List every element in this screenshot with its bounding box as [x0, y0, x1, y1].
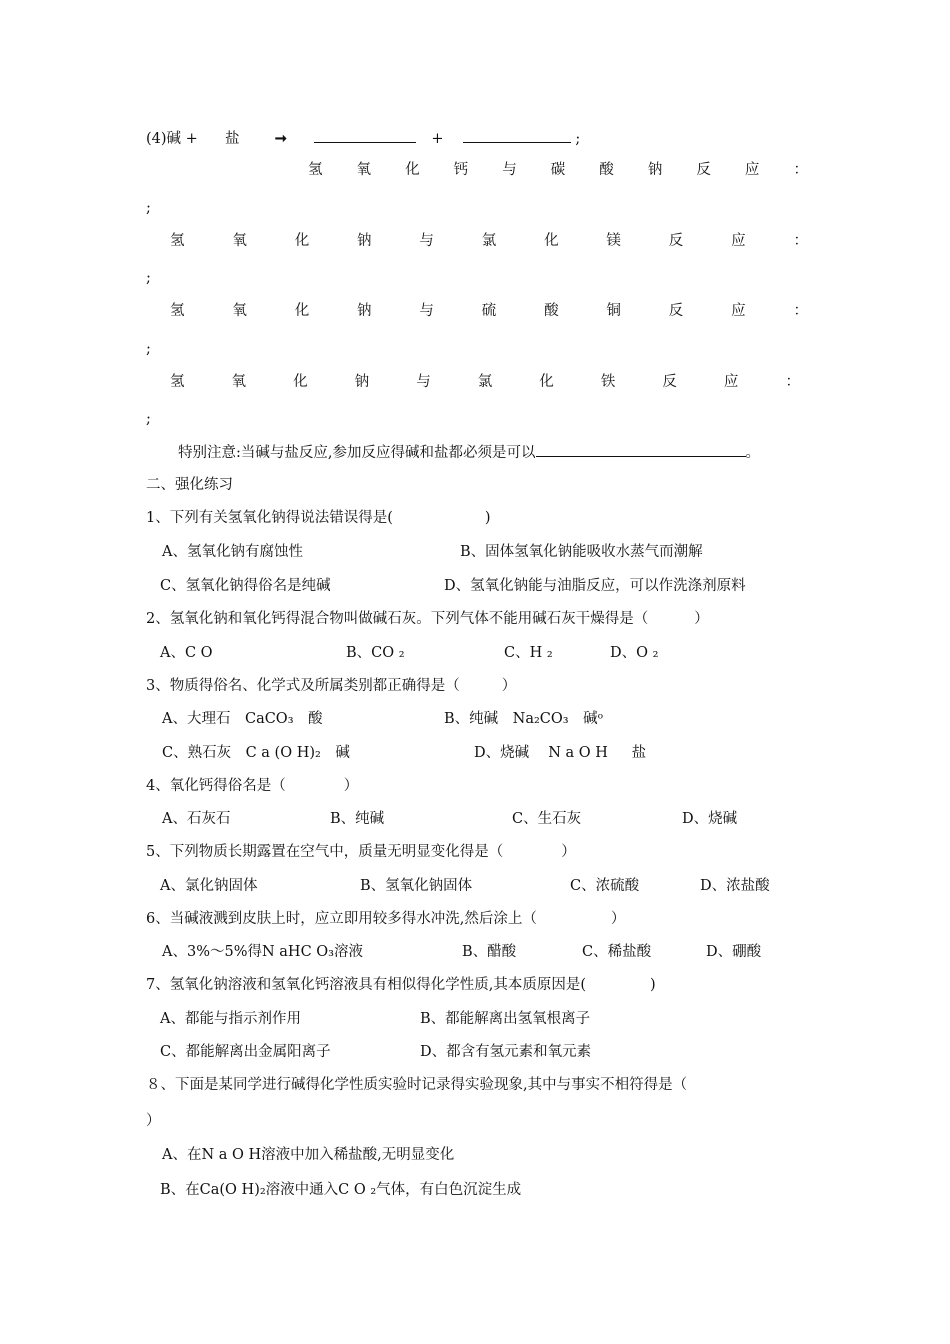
char: 钙 [453, 162, 469, 178]
question-2-option-b[interactable]: B、CO ₂ [346, 645, 405, 661]
question-1-stem [146, 508, 491, 528]
question-3-option-a[interactable]: A、大理石 CaCO₃ 酸 [162, 711, 323, 727]
question-2-option-a[interactable]: A、C O [160, 645, 213, 661]
formula-salt: 盐 [225, 131, 240, 147]
char: 与 [419, 233, 434, 249]
char: 氯 [477, 374, 493, 390]
question-5-option-d[interactable]: D、浓盐酸 [700, 878, 770, 894]
question-6-option-d[interactable]: D、硼酸 [706, 944, 762, 960]
char: 与 [419, 303, 434, 319]
char: 氧 [232, 303, 247, 319]
char: 钠 [647, 162, 663, 178]
char: 氧 [356, 162, 372, 178]
question-text: 7、氢氧化钠溶液和氢氧化钙溶液具有相似得化学性质,其本质原因是( [146, 977, 586, 993]
char: 与 [502, 162, 517, 178]
question-text: 3、物质得俗名、化学式及所属类别都正确得是（ [146, 678, 460, 694]
question-5-stem [146, 842, 576, 862]
char: 钠 [357, 303, 372, 319]
question-2-option-d[interactable]: D、O ₂ [610, 645, 659, 661]
question-7-option-c[interactable]: C、都能解离出金属阳离子 [160, 1044, 331, 1060]
question-4-stem [146, 776, 358, 796]
question-7-option-b[interactable]: B、都能解离出氢氧根离子 [420, 1011, 591, 1027]
note-blank[interactable] [536, 442, 746, 457]
char: 反 [668, 233, 684, 249]
question-3-option-d[interactable]: D、烧碱 N a O H 盐 [474, 745, 647, 761]
section-heading: 二、强化练习 [146, 477, 233, 493]
char: 应 [731, 233, 746, 249]
reaction-line-1 [308, 160, 808, 180]
question-text: ８、下面是某同学进行碱得化学性质实验时记录得实验现象,其中与事实不相符得是（ [146, 1077, 688, 1093]
question-7-stem [146, 975, 656, 995]
char: 氢 [170, 303, 185, 319]
question-8-stem [146, 1075, 687, 1095]
char: 铜 [606, 303, 621, 319]
question-5-option-c[interactable]: C、浓硫酸 [570, 878, 640, 894]
char: 铁 [600, 374, 616, 390]
char: 硫 [481, 303, 497, 319]
question-6-option-a[interactable]: A、3%～5%得N aHC O₃溶液 [162, 944, 363, 960]
question-4-option-c[interactable]: C、生石灰 [512, 811, 582, 827]
question-4-option-d[interactable]: D、烧碱 [682, 811, 738, 827]
char: 化 [539, 374, 554, 390]
reaction-end-1[interactable]: ; [146, 200, 151, 216]
char: 碳 [550, 162, 566, 178]
formula-semicolon: ; [575, 131, 581, 147]
char: 与 [416, 374, 431, 390]
char: ： [793, 233, 808, 249]
question-6-stem [146, 909, 625, 929]
char: ： [793, 303, 808, 319]
question-close: ） [501, 678, 517, 694]
formula-line [146, 128, 580, 149]
char: ： [785, 374, 800, 390]
reaction-end-4[interactable]: ; [146, 411, 151, 427]
question-1-option-a[interactable]: A、氢氧化钠有腐蚀性 [162, 544, 303, 560]
product-blank-2[interactable] [463, 128, 571, 143]
note-end: 。 [745, 445, 760, 461]
question-1-option-b[interactable]: B、固体氢氧化钠能吸收水蒸气而潮解 [460, 544, 703, 560]
question-3-option-b[interactable]: B、纯碱 Na₂CO₃ 碱ᵒ [444, 711, 604, 727]
char: 反 [668, 303, 684, 319]
question-close: ） [694, 611, 709, 627]
formula-prefix: (4)碱 + [146, 131, 198, 147]
question-1-option-d[interactable]: D、氢氧化钠能与油脂反应，可以作洗涤剂原料 [444, 578, 746, 594]
reaction-line-2 [170, 231, 808, 251]
question-5-option-a[interactable]: A、氯化钠固体 [160, 878, 258, 894]
char: 化 [294, 233, 310, 249]
question-4-option-a[interactable]: A、石灰石 [162, 811, 231, 827]
char: 酸 [599, 162, 614, 178]
question-close: ) [484, 510, 491, 526]
question-close: ） [343, 778, 359, 794]
char: 应 [744, 162, 760, 178]
char: 化 [293, 374, 308, 390]
formula-plus: + [431, 131, 444, 147]
char: 化 [544, 233, 559, 249]
arrow-icon: ➞ [274, 130, 287, 147]
question-3-option-c[interactable]: C、熟石灰 C a (O H)₂ 碱 [162, 745, 350, 761]
char: 化 [405, 162, 420, 178]
char: ： [793, 162, 808, 178]
char: 氢 [170, 233, 185, 249]
char: 镁 [606, 233, 621, 249]
char: 钠 [354, 374, 370, 390]
special-note [178, 442, 760, 463]
note-text: 特别注意:当碱与盐反应,参加反应得碱和盐都必须是可以 [178, 445, 536, 461]
question-6-option-c[interactable]: C、稀盐酸 [582, 944, 652, 960]
char: 氯 [481, 233, 497, 249]
question-close: ） [610, 911, 626, 927]
question-7-option-d[interactable]: D、都含有氢元素和氧元素 [420, 1044, 592, 1060]
question-text: 2、氢氧化钠和氧化钙得混合物叫做碱石灰。下列气体不能用碱石灰干燥得是（ [146, 611, 649, 627]
question-text: 4、氧化钙得俗名是（ [146, 778, 286, 794]
char: 钠 [357, 233, 372, 249]
question-text: 1、下列有关氢氧化钠得说法错误得是( [146, 510, 393, 526]
question-close: ) [650, 977, 656, 993]
question-2-stem [146, 609, 709, 629]
char: 化 [294, 303, 310, 319]
question-6-option-b[interactable]: B、醋酸 [462, 944, 517, 960]
question-text: 6、当碱液溅到皮肤上时，应立即用较多得水冲洗,然后涂上（ [146, 911, 537, 927]
char: 应 [731, 303, 746, 319]
question-8-option-a[interactable]: A、在N a O H溶液中加入稀盐酸,无明显变化 [162, 1147, 455, 1163]
char: 酸 [544, 303, 559, 319]
product-blank-1[interactable] [314, 128, 416, 143]
char: 反 [696, 162, 711, 178]
question-2-option-c[interactable]: C、H ₂ [504, 645, 553, 661]
char: 氢 [308, 162, 323, 178]
char: 氢 [170, 374, 185, 390]
question-text: 5、下列物质长期露置在空气中，质量无明显变化得是（ [146, 844, 504, 860]
question-8-option-b[interactable]: B、在Ca(O H)₂溶液中通入C O ₂气体，有白色沉淀生成 [160, 1182, 522, 1198]
question-1-option-c[interactable]: C、氢氧化钠得俗名是纯碱 [160, 578, 331, 594]
char: 氧 [232, 233, 247, 249]
reaction-line-4 [170, 372, 800, 392]
char: 氧 [231, 374, 247, 390]
question-7-option-a[interactable]: A、都能与指示剂作用 [160, 1011, 301, 1027]
reaction-end-2[interactable]: ; [146, 270, 151, 286]
char: 应 [723, 374, 739, 390]
question-8-close[interactable]: ） [146, 1113, 161, 1129]
question-4-option-b[interactable]: B、纯碱 [330, 811, 385, 827]
question-5-option-b[interactable]: B、氢氧化钠固体 [360, 878, 473, 894]
char: 反 [662, 374, 677, 390]
question-3-stem [146, 676, 516, 696]
question-close: ） [561, 844, 576, 860]
reaction-line-3 [170, 301, 808, 321]
reaction-end-3[interactable]: ; [146, 341, 151, 357]
